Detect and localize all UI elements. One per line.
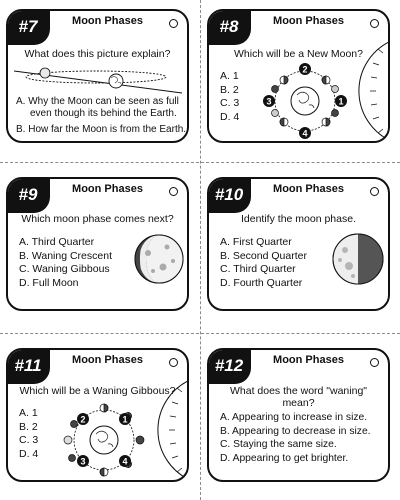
card-title: Moon Phases <box>72 15 143 27</box>
card-number: #7 <box>6 9 50 45</box>
horizontal-cut-line-1 <box>0 162 400 163</box>
answer-list <box>220 411 371 465</box>
punch-hole-icon <box>370 187 379 196</box>
orbit-label-1: 1 <box>338 96 344 107</box>
card-question: What does the word "waning" mean? <box>229 385 368 409</box>
answer-option: B. Second Quarter <box>220 249 307 262</box>
answer-option: C. Third Quarter <box>220 263 296 275</box>
punch-hole-icon <box>169 358 178 367</box>
answer-option: B. 2 <box>19 420 38 433</box>
card-question: Identify the moon phase. <box>241 213 356 225</box>
answer-option: C. 3 <box>220 97 240 109</box>
orbit-label-2: 2 <box>302 64 308 75</box>
waxing-gibbous-moon-icon <box>133 233 185 285</box>
punch-hole-icon <box>370 19 379 28</box>
answer-list <box>19 407 38 461</box>
vertical-cut-line <box>200 0 201 500</box>
orbit-label-2: 2 <box>80 414 86 425</box>
card-title: Moon Phases <box>72 354 143 366</box>
punch-hole-icon <box>169 19 178 28</box>
card-number: #8 <box>207 9 251 45</box>
task-card-10 <box>207 177 390 311</box>
orbit-label-4: 4 <box>302 128 308 139</box>
sun-icon <box>168 380 189 480</box>
answer-option: D. Appearing to get brighter. <box>220 452 349 464</box>
card-title: Moon Phases <box>273 15 344 27</box>
moon-orbit-diagram-icon <box>261 61 361 141</box>
task-card-8 <box>207 9 390 143</box>
moon-orbit-tilt-diagram-icon <box>12 63 187 95</box>
card-title: Moon Phases <box>273 354 344 366</box>
card-number: #10 <box>207 177 251 213</box>
card-question: Which moon phase comes next? <box>21 213 174 225</box>
answer-option: B. How far the Moon is from the Earth. <box>16 124 187 135</box>
orbit-label-3: 3 <box>80 456 86 467</box>
horizontal-cut-line-2 <box>0 333 400 334</box>
orbit-label-3: 3 <box>266 96 272 107</box>
answer-option: A. Why the Moon can be seen as full even though its behind the Earth. <box>16 96 179 119</box>
moon-orbit-diagram-icon <box>60 400 160 480</box>
answer-option: B. Waning Crescent <box>19 249 112 262</box>
card-number: #12 <box>207 348 251 384</box>
card-question: What does this picture explain? <box>24 48 171 60</box>
task-card-9 <box>6 177 189 311</box>
answer-option: D. 4 <box>220 110 240 123</box>
card-number: #11 <box>6 348 50 384</box>
card-question: Which will be a Waning Gibbous? <box>19 385 176 397</box>
task-card-12 <box>207 348 390 482</box>
card-question: Which will be a New Moon? <box>234 48 363 60</box>
sun-icon <box>369 41 390 141</box>
answer-option: D. 4 <box>19 447 39 460</box>
answer-option: C. 3 <box>19 434 39 446</box>
orbit-label-1: 1 <box>122 414 128 425</box>
answer-option: A. 1 <box>19 407 38 419</box>
answer-option: A. 1 <box>220 70 239 82</box>
answer-option: D. Full Moon <box>19 276 79 289</box>
answer-list <box>220 70 239 124</box>
card-title: Moon Phases <box>273 183 344 195</box>
punch-hole-icon <box>370 358 379 367</box>
answer-option: A. First Quarter <box>220 236 292 248</box>
task-card-11 <box>6 348 189 482</box>
card-number: #9 <box>6 177 50 213</box>
answer-option: A. Appearing to increase in size. <box>220 412 368 423</box>
quarter-moon-icon <box>331 232 385 286</box>
answer-option: C. Staying the same size. <box>220 439 337 450</box>
answer-option: B. 2 <box>220 83 239 96</box>
answer-list <box>220 236 307 290</box>
answer-option: A. Third Quarter <box>19 236 95 248</box>
answer-option: C. Waning Gibbous <box>19 263 110 275</box>
card-title: Moon Phases <box>72 183 143 195</box>
answer-option: D. Fourth Quarter <box>220 276 303 289</box>
answer-option: B. Appearing to decrease in size. <box>220 425 371 437</box>
orbit-label-4: 4 <box>122 456 128 467</box>
punch-hole-icon <box>169 187 178 196</box>
answer-list <box>16 96 187 136</box>
task-card-7 <box>6 9 189 143</box>
answer-list <box>19 236 112 290</box>
